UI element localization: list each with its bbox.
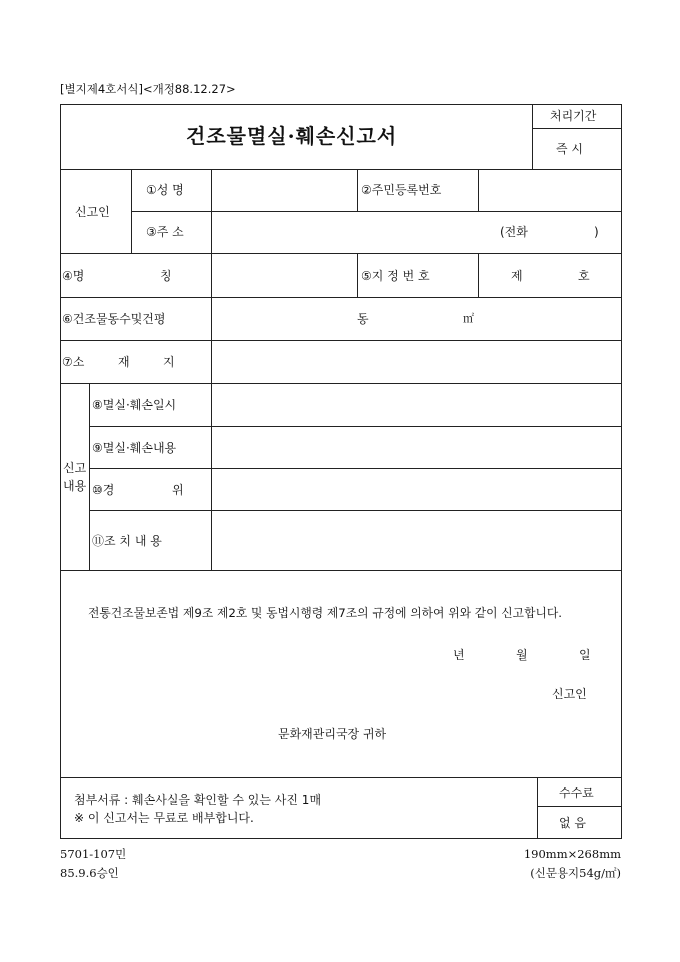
- loss-damage-datetime-field[interactable]: [212, 384, 621, 426]
- designation-number-suffix: 호: [578, 269, 590, 283]
- building-area-unit: ㎡: [463, 312, 474, 325]
- designation-name-field[interactable]: [212, 254, 357, 297]
- day-label: 일: [579, 648, 591, 662]
- fee-label: 수수료: [559, 786, 594, 800]
- reporter-group-label: 신고인: [75, 205, 110, 219]
- address-field[interactable]: [212, 212, 492, 253]
- phone-field[interactable]: [535, 214, 590, 250]
- year-label: 년: [453, 648, 465, 662]
- month-label: 월: [516, 648, 528, 662]
- phone-close-paren: ): [594, 225, 599, 239]
- month-field[interactable]: [462, 643, 510, 667]
- location-field[interactable]: [212, 341, 621, 383]
- content-group-label-line1: 신고: [63, 461, 87, 475]
- resident-id-field[interactable]: [479, 170, 621, 211]
- designation-number-label: ⑤지 정 번 호: [361, 269, 430, 283]
- resident-id-label: ②주민등록번호: [361, 183, 442, 197]
- form-code: 5701-107민: [60, 847, 127, 861]
- year-field[interactable]: [400, 643, 448, 667]
- processing-period-label: 처리기간: [550, 109, 597, 123]
- name-field[interactable]: [212, 170, 357, 211]
- measures-taken-field[interactable]: [212, 511, 621, 570]
- paper-spec: (신문용지54g/㎡): [530, 866, 621, 880]
- measures-taken-label: ⑪조 치 내 용: [92, 534, 162, 548]
- address-label: ③주 소: [146, 225, 184, 239]
- loss-damage-details-label: ⑨멸실·훼손내용: [92, 441, 177, 455]
- paper-size: 190mm×268mm: [523, 847, 621, 861]
- circumstances-label-start: ⑩경: [92, 483, 115, 497]
- location-label-part-2: 재: [118, 355, 130, 369]
- designation-name-label-start: ④명: [62, 269, 85, 283]
- signer-label: 신고인: [552, 687, 587, 701]
- building-count-unit: 동: [357, 312, 369, 326]
- declaration-statement: 전통건조물보존법 제9조 제2호 및 동법시행령 제7조의 규정에 의하여 위와 같이 신고합니다.: [88, 606, 563, 620]
- building-count-field[interactable]: [212, 298, 352, 340]
- loss-damage-datetime-label: ⑧멸실·훼손일시: [92, 398, 177, 412]
- loss-damage-details-field[interactable]: [212, 427, 621, 468]
- building-area-field[interactable]: [372, 298, 460, 340]
- signature-field[interactable]: [596, 680, 620, 704]
- designation-name-label-end: 칭: [160, 269, 172, 283]
- attachment-note: 첨부서류 : 훼손사실을 확인할 수 있는 사진 1매: [74, 793, 322, 807]
- building-count-area-label: ⑥건조물동수및건평: [62, 312, 166, 326]
- approval-date: 85.9.6승인: [60, 866, 119, 880]
- location-label-part-1: ⑦소: [62, 355, 85, 369]
- circumstances-field[interactable]: [212, 469, 621, 510]
- circumstances-label-end: 위: [172, 483, 184, 497]
- form-number-note: [별지제4호서식]<개정88.12.27>: [60, 82, 236, 96]
- phone-label: (전화: [500, 225, 528, 239]
- day-field[interactable]: [526, 643, 572, 667]
- designation-number-field[interactable]: [528, 256, 573, 294]
- processing-period-value: 즉 시: [556, 142, 583, 156]
- form-title: 건조물멸실·훼손신고서: [186, 124, 398, 148]
- fee-value: 없 음: [559, 816, 586, 830]
- designation-number-prefix: 제: [511, 269, 523, 283]
- content-group-label-line2: 내용: [63, 479, 87, 493]
- free-distribution-note: ※ 이 신고서는 무료로 배부합니다.: [74, 811, 254, 825]
- addressee: 문화재관리국장 귀하: [278, 727, 387, 741]
- location-label-part-3: 지: [163, 355, 175, 369]
- name-label: ①성 명: [146, 183, 184, 197]
